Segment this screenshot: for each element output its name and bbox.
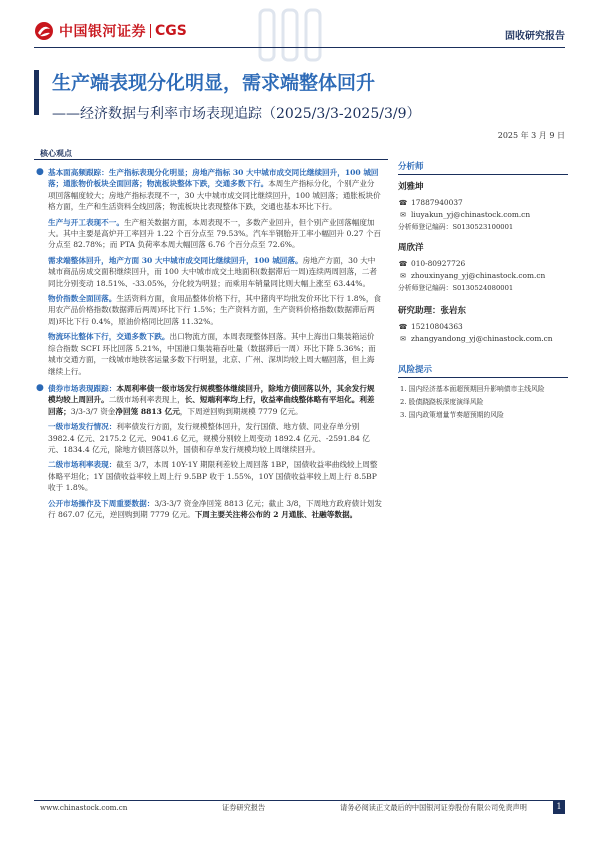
secondary-market-paragraph bbox=[48, 459, 382, 493]
core-views-heading: 核心观点 bbox=[40, 148, 72, 158]
email-icon: ✉ bbox=[400, 335, 406, 343]
analyst-email[interactable]: liuyakun_yj@chinastock.com.cn bbox=[411, 210, 531, 219]
primary-market-paragraph bbox=[48, 421, 382, 455]
assistant-email-row bbox=[398, 333, 568, 345]
bond-market-lead4: 净回笼 8813 亿元 bbox=[115, 406, 180, 416]
watermark-graphic bbox=[255, 5, 330, 65]
open-market-lead: 公开市场操作及下周重要数据： bbox=[48, 498, 155, 508]
email-icon: ✉ bbox=[400, 211, 406, 219]
primary-market-body: 利率债发行方面，发行规模整体回升，发行国债、地方债、同业存单分别 3982.4 亿元、2175.2 亿元、9041.6 亿元，规模分别较上周变动 1892.4 亿元、-2591.84 亿元、1834.4 亿元，除地方债回落以外，国债和存单发行规模均较上周继续回升。 bbox=[48, 422, 370, 454]
bond-market-paragraph bbox=[48, 383, 382, 417]
fundamentals-body: 本周生产指标分化，个别产业分项回落幅度较大；房地产指标表现不一，30 大中城市成交同比继续回升，100 城回落；通胀板块价格方面，生产和生活资料全线回落；物流板块比表现整体下跌，交通也基本环比下行。 bbox=[48, 179, 381, 212]
prices-paragraph bbox=[48, 293, 382, 327]
prices-body: 生活资料方面，食用品整体价格下行，其中猪肉平均批发价环比下行 1.8%，食用农产品价格指数(数据滞后两周)环比下行 1.5%；生产资料方面，生产资料价格指数(数据滞后两周)环比下行 0.4%，原油价格同比回落 11.32%。 bbox=[48, 294, 382, 326]
analyst-phone: 17887940037 bbox=[411, 198, 463, 207]
prices-lead: 物价指数全面回落。 bbox=[48, 294, 117, 304]
phone-icon: ☎ bbox=[398, 323, 408, 331]
bond-market-lead3: 长、短端利率均上行，收益率曲线整体略有平坦化。利差回落； bbox=[48, 395, 375, 416]
footer-label: 证券研究报告 bbox=[222, 803, 266, 812]
production-lead: 生产与开工表现不一。 bbox=[48, 217, 124, 227]
logo-en-text: CGS bbox=[155, 23, 187, 39]
bullet-icon: ● bbox=[36, 382, 44, 393]
analyst-email-row bbox=[398, 209, 568, 221]
page-number: 1 bbox=[553, 800, 565, 814]
phone-icon: ☎ bbox=[398, 260, 408, 268]
demand-paragraph bbox=[48, 255, 382, 289]
company-logo bbox=[34, 20, 187, 42]
analyst-reg-code: 分析师登记编码：S0130524080001 bbox=[398, 284, 514, 292]
footer-url[interactable]: www.chinastock.com.cn bbox=[40, 803, 128, 812]
header-divider bbox=[34, 47, 565, 48]
logo-divider bbox=[150, 24, 151, 38]
analyst-reg-code: 分析师登记编码：S0130523100001 bbox=[398, 223, 514, 231]
secondary-market-lead: 二级市场利率表现： bbox=[48, 460, 117, 470]
logo-icon bbox=[34, 21, 54, 41]
logistics-body: 出口物流方面，本周表现整体回落。其中上海出口集装箱运价综合指数 SCFI 环比回落 5.21%，中国港口集装箱吞吐量（数据滞后一周）环比下降 5.36%；而城市交通方面，一线城市地铁客运量多数下行明显，北京、广州、深圳均较上周大幅回落，但上海继续上行。 bbox=[48, 332, 376, 376]
bond-market-body3: ，下周逆回购到期规模 7779 亿元。 bbox=[179, 406, 303, 416]
logistics-lead: 物流环比整体下行，交通多数下跌。 bbox=[48, 332, 170, 342]
production-paragraph bbox=[48, 217, 382, 251]
report-date: 2025 年 3 月 9 日 bbox=[497, 131, 565, 140]
phone-icon: ☎ bbox=[398, 199, 408, 207]
open-market-body: 3/3-3/7 资金净回笼 8813 亿元；截止 3/8，下周地方政府债计划发行 867.07 亿元，逆回购到期 7779 亿元。 bbox=[48, 498, 382, 519]
bond-market-lead: 债券市场表现跟踪： bbox=[48, 383, 117, 393]
risk-item: 1. 国内经济基本面超预期回升影响债市主线风险 bbox=[400, 385, 545, 393]
analyst-email[interactable]: zhouxinyang_yj@chinastock.com.cn bbox=[411, 271, 546, 280]
risk-item: 3. 国内政策增量节奏超预期的风险 bbox=[400, 411, 504, 419]
analyst-name: 刘雅坤 bbox=[398, 182, 424, 192]
analyst-phone-row bbox=[398, 258, 568, 270]
risk-item: 2. 股债跷跷板深度演绎风险 bbox=[400, 398, 484, 406]
demand-body: 房地产方面，30 大中城市商品房成交面积继续回升，而 100 大中城市成交土地面积(数据滞后一周)连续两周回落，二者同比分别变动 18.51%、-33.05%，分化较为明显；而乘用车销量同比则大幅上涨至 63.44%。 bbox=[48, 255, 377, 288]
footer-disclaimer: 请务必阅读正文最后的中国银河证券股份有限公司免责声明 bbox=[340, 803, 527, 812]
report-type-label: 固收研究报告 bbox=[505, 31, 565, 42]
section-divider bbox=[34, 159, 388, 160]
bond-market-section bbox=[36, 382, 382, 520]
assistant-phone-row bbox=[398, 321, 568, 333]
assistant-email[interactable]: zhangyandong_yj@chinastock.com.cn bbox=[411, 334, 553, 343]
report-title: 生产端表现分化明显，需求端整体回升 bbox=[52, 72, 376, 94]
fundamentals-section bbox=[36, 167, 382, 377]
open-market-tail: 下周主要关注将公布的 2 月通胀、社融等数据。 bbox=[194, 509, 358, 519]
fundamentals-paragraph bbox=[48, 167, 382, 213]
page-header bbox=[0, 0, 595, 50]
production-body: 生产相关数据方面，本周表现不一，多数产业回升，但个别产业回落幅度加大。其中主要是高炉开工率回升 1.22 个百分点至 79.53%。汽车半钢胎开工率小幅回升 0.27 个百分点至 82.78%；而 PTA 负荷率本周大幅回落 6.76 个百分点至 72.6%。 bbox=[48, 217, 382, 250]
analysts-heading: 分析师 bbox=[398, 160, 568, 175]
demand-lead: 需求端整体回升，地产方面 30 大中城市成交同比继续回升，100 城回落。 bbox=[48, 255, 303, 265]
analyst-phone-row bbox=[398, 197, 568, 209]
logo-cn-text: 中国银河证券 bbox=[59, 24, 146, 40]
analyst-card bbox=[398, 241, 568, 294]
assistant-card bbox=[398, 304, 568, 345]
open-market-paragraph bbox=[48, 498, 382, 521]
bond-market-lead2: 本周利率债一级市场发行规模整体继续回升，除地方债回落以外，其余发行规模均较上周回升。 bbox=[48, 383, 375, 405]
title-accent-bar bbox=[34, 70, 39, 115]
secondary-market-body: 截至 3/7，本周 10Y-1Y 期限利差较上周回落 1BP，国债收益率曲线较上周整体略平坦化；1Y 国债收益率较上周上行 9.5BP 收于 1.55%，10Y 国债收益率较上周上行 8.5BP 收于 1.8%。 bbox=[48, 460, 378, 493]
analyst-card bbox=[398, 180, 568, 233]
primary-market-lead: 一级市场发行情况： bbox=[48, 422, 117, 432]
fundamentals-lead: 基本面高频跟踪：生产指标表现分化明显；房地产指标 30 大中城市成交同比继续回升，100 城回落；通胀物价板块全面回落；物流板块整体下跌，交通多数下行。 bbox=[48, 168, 379, 189]
bullet-icon: ● bbox=[36, 167, 44, 177]
bond-market-body2: 3/3-3/7 资金 bbox=[70, 406, 116, 416]
analyst-email-row bbox=[398, 270, 568, 282]
sidebar bbox=[398, 160, 568, 422]
main-content bbox=[36, 167, 382, 524]
risk-heading: 风险提示 bbox=[398, 363, 568, 378]
assistant-name: 研究助理：张岩东 bbox=[398, 306, 467, 316]
assistant-phone: 15210804363 bbox=[411, 322, 463, 331]
logistics-paragraph bbox=[48, 331, 382, 377]
analyst-phone: 010-80927726 bbox=[411, 259, 466, 268]
bond-market-body: 二级市场利率表现上， bbox=[108, 395, 185, 405]
footer-divider bbox=[34, 800, 565, 801]
analyst-name: 周欣洋 bbox=[398, 243, 424, 253]
email-icon: ✉ bbox=[400, 272, 406, 280]
report-subtitle: ——经济数据与利率市场表现追踪（2025/3/3-2025/3/9） bbox=[52, 106, 421, 122]
